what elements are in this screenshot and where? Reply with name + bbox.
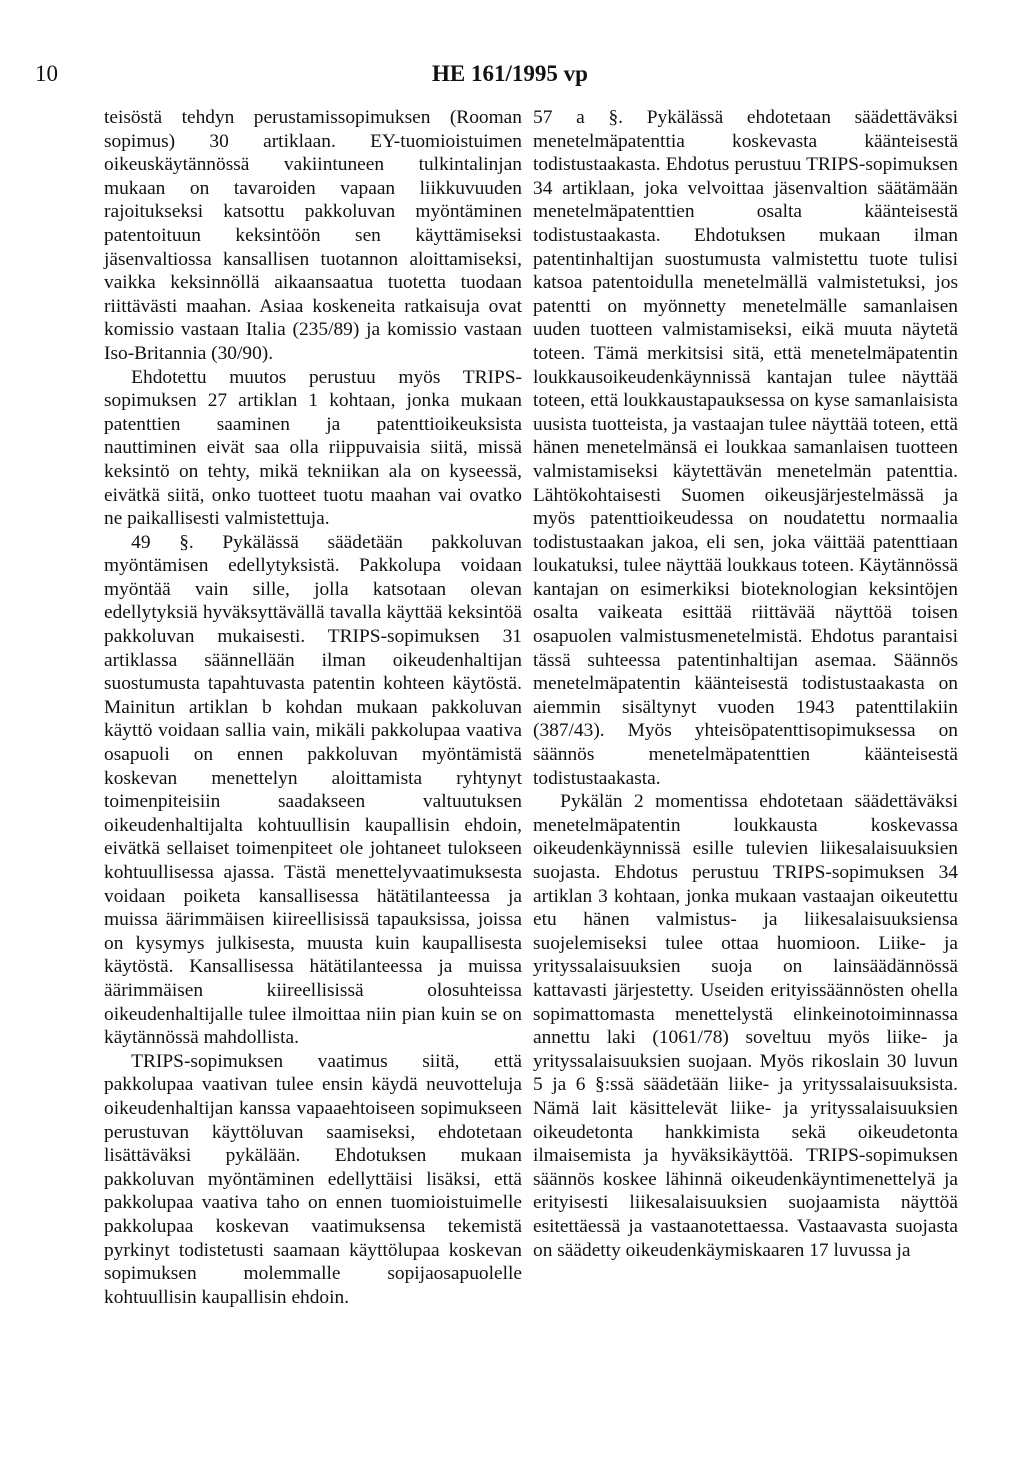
paragraph-trips-negotiation: TRIPS-sopimuksen vaatimus siitä, että pakkolupaa vaativan tulee ensin käydä neuvotteluja oikeudenhaltijan kanssa vapaaehtoiseen sopimukseen perustuvan käyttöluvan saamiseksi, ehdotetaan lisättäväksi pykälään. Ehdotuksen mukaan pakkoluvan myöntäminen edellyttäisi lisäksi, että pakkolupaa vaativa taho on ennen tuomioistuimelle pakkolupaa koskevan vaatimuksensa tekemistä pyrkinyt todistetusti saamaan käyttölupaa koskevan sopimuksen molemmalle sopijaosapuolelle kohtuullisin kaupallisin ehdoin. <box>104 1050 522 1308</box>
document-id: HE 161/1995 vp <box>432 61 588 86</box>
page-number: 10 <box>35 61 58 86</box>
right-column <box>533 106 958 1262</box>
paragraph-trips-27: Ehdotettu muutos perustuu myös TRIPS-sopimuksen 27 artiklan 1 kohtaan, jonka mukaan patenttien saaminen ja patenttioikeuksista nauttiminen eivät saa olla riippuvaisia siitä, missä keksintö on tehty, mikä tekniikan ala on kyseessä, eivätkä siitä, onko tuotteet tuotu maahan vai ovatko ne paikallisesti valmistettuja. <box>104 366 522 530</box>
paragraph-section-57a: 57 a §. Pykälässä ehdotetaan säädettäväksi menetelmäpatenttia koskevasta käänteisestä todistustaakasta. Ehdotus perustuu TRIPS-sopimuksen 34 artiklaan, joka velvoittaa jäsenvaltion säätämään menetelmäpatenttien osalta käänteisestä todistustaakasta. Ehdotuksen mukaan ilman patentinhaltijan suostumusta valmistettu tuote tulisi katsoa patentoidulla menetelmällä valmistetuksi, jos patentti on myönnetty menetelmälle samanlaisen uuden tuotteen valmistamiseksi, eikä muuta näytetä toteen. Tämä merkitsisi sitä, että menetelmäpatentin loukkausoikeudenkäynnissä kantajan tulee näyttää toteen, että loukkaustapauksessa on kyse samanlaisista uusista tuotteista, ja vastaajan tulee näyttää toteen, että hänen menetelmänsä ei loukkaa samanlaisen tuotteen valmistamiseksi käytettävän menetelmän patenttia. Lähtökohtaisesti Suomen oikeusjärjestelmässä ja myös patenttioikeudessa on noudatettu normaalia todistustaakan jakoa, eli sen, joka väittää patenttiaan loukatuksi, tulee näyttää loukkaus toteen. Käytännössä kantajan on esimerkiksi bioteknologian keksintöjen osalta vaikeata esittää riittävää näyttöä toisen osapuolen valmistusmenetelmistä. Ehdotus parantaisi tässä suhteessa patentinhaltijan asemaa. Säännös menetelmäpatentin käänteisestä todistustaakasta on aiemmin sisältynyt vuoden 1943 patenttilakiin (387/43). Myös yhteisöpatenttisopimuksessa on säännös menetelmäpatenttien käänteisestä todistustaakasta. <box>533 107 958 789</box>
left-column <box>104 106 522 1309</box>
page-header <box>0 58 1024 90</box>
paragraph-moment-2: Pykälän 2 momentissa ehdotetaan säädettäväksi menetelmäpatentin loukkausta koskevassa oikeudenkäynnissä esille tulevien liikesalaisuuksien suojasta. Ehdotus perustuu TRIPS-sopimuksen 34 artiklan 3 kohtaan, jonka mukaan vastaajan oikeutettu etu hänen valmistus- ja liikesalaisuuksiensa suojelemiseksi tulee ottaa huomioon. Liike- ja yrityssalaisuuksien suoja on lainsäädännössä kattavasti järjestetty. Useiden erityissäännösten ohella sopimattomasta menettelystä elinkeinotoiminnassa annettu laki (1061/78) soveltuu myös liike- ja yrityssalaisuuksien suojaan. Myös rikoslain 30 luvun 5 ja 6 §:ssä säädetään liike- ja yrityssalaisuuksista. Nämä lait käsittelevät liike- ja yrityssalaisuuksien oikeudetonta hankkimista sekä oikeudetonta ilmaisemista ja hyväksikäyttöä. TRIPS-sopimuksen säännös koskee lähinnä oikeudenkäyntimenettelyä ja erityisesti liikesalaisuuksien suojaamista näyttöä esitettäessä ja vastaanotettaessa. Vastaavasta suojasta on säädetty oikeudenkäymiskaaren 17 luvussa ja <box>533 791 958 1261</box>
paragraph-rooman-sopimus: teisöstä tehdyn perustamissopimuksen (Rooman sopimus) 30 artiklaan. EY-tuomioistuimen oikeuskäytännössä vakiintuneen tulkintalinjan mukaan on tavaroiden vapaan liikkuvuuden rajoitukseksi katsottu pakkoluvan myöntäminen patentoituun keksintöön sen käyttämiseksi jäsenvaltiossa kansallisen tuotannon aloittamiseksi, vaikka keksinnöllä aikaansaatua tuotetta tuodaan riittävästi maahan. Asiaa koskeneita ratkaisuja ovat komissio vastaan Italia (235/89) ja komissio vastaan Iso-Britannia (30/90). <box>104 107 522 364</box>
paragraph-section-49: 49 §. Pykälässä säädetään pakkoluvan myöntämisen edellytyksistä. Pakkolupa voidaan myöntää vain sille, jolla katsotaan olevan edellytyksiä hyväksyttävällä tavalla käyttää keksintöä pakkoluvan mukaisesti. TRIPS-sopimuksen 31 artiklassa säännellään ilman oikeudenhaltijan suostumusta tapahtuvasta patentin kohteen käytöstä. Mainitun artiklan b kohdan mukaan pakkoluvan käyttö voidaan sallia vain, mikäli pakkolupaa vaativa osapuoli on ennen pakkoluvan myöntämistä koskevan menettelyn aloittamista ryhtynyt toimenpiteisiin saadakseen valtuutuksen oikeudenhaltijalta kohtuullisin kaupallisin ehdoin, eivätkä sellaiset toimenpiteet ole johtaneet tulokseen kohtuullisessa ajassa. Tästä menettelyvaatimuksesta voidaan poiketa kansallisessa hätätilanteessa ja muissa äärimmäisen kiireellisissä tapauksissa, joissa on kysymys julkisesta, muusta kuin kaupallisesta käytöstä. Kansallisessa hätätilanteessa ja muissa äärimmäisen kiireellisissä olosuhteissa oikeudenhaltijalle tulee ilmoittaa niin pian kuin se on käytännössä mahdollista. <box>104 531 522 1049</box>
